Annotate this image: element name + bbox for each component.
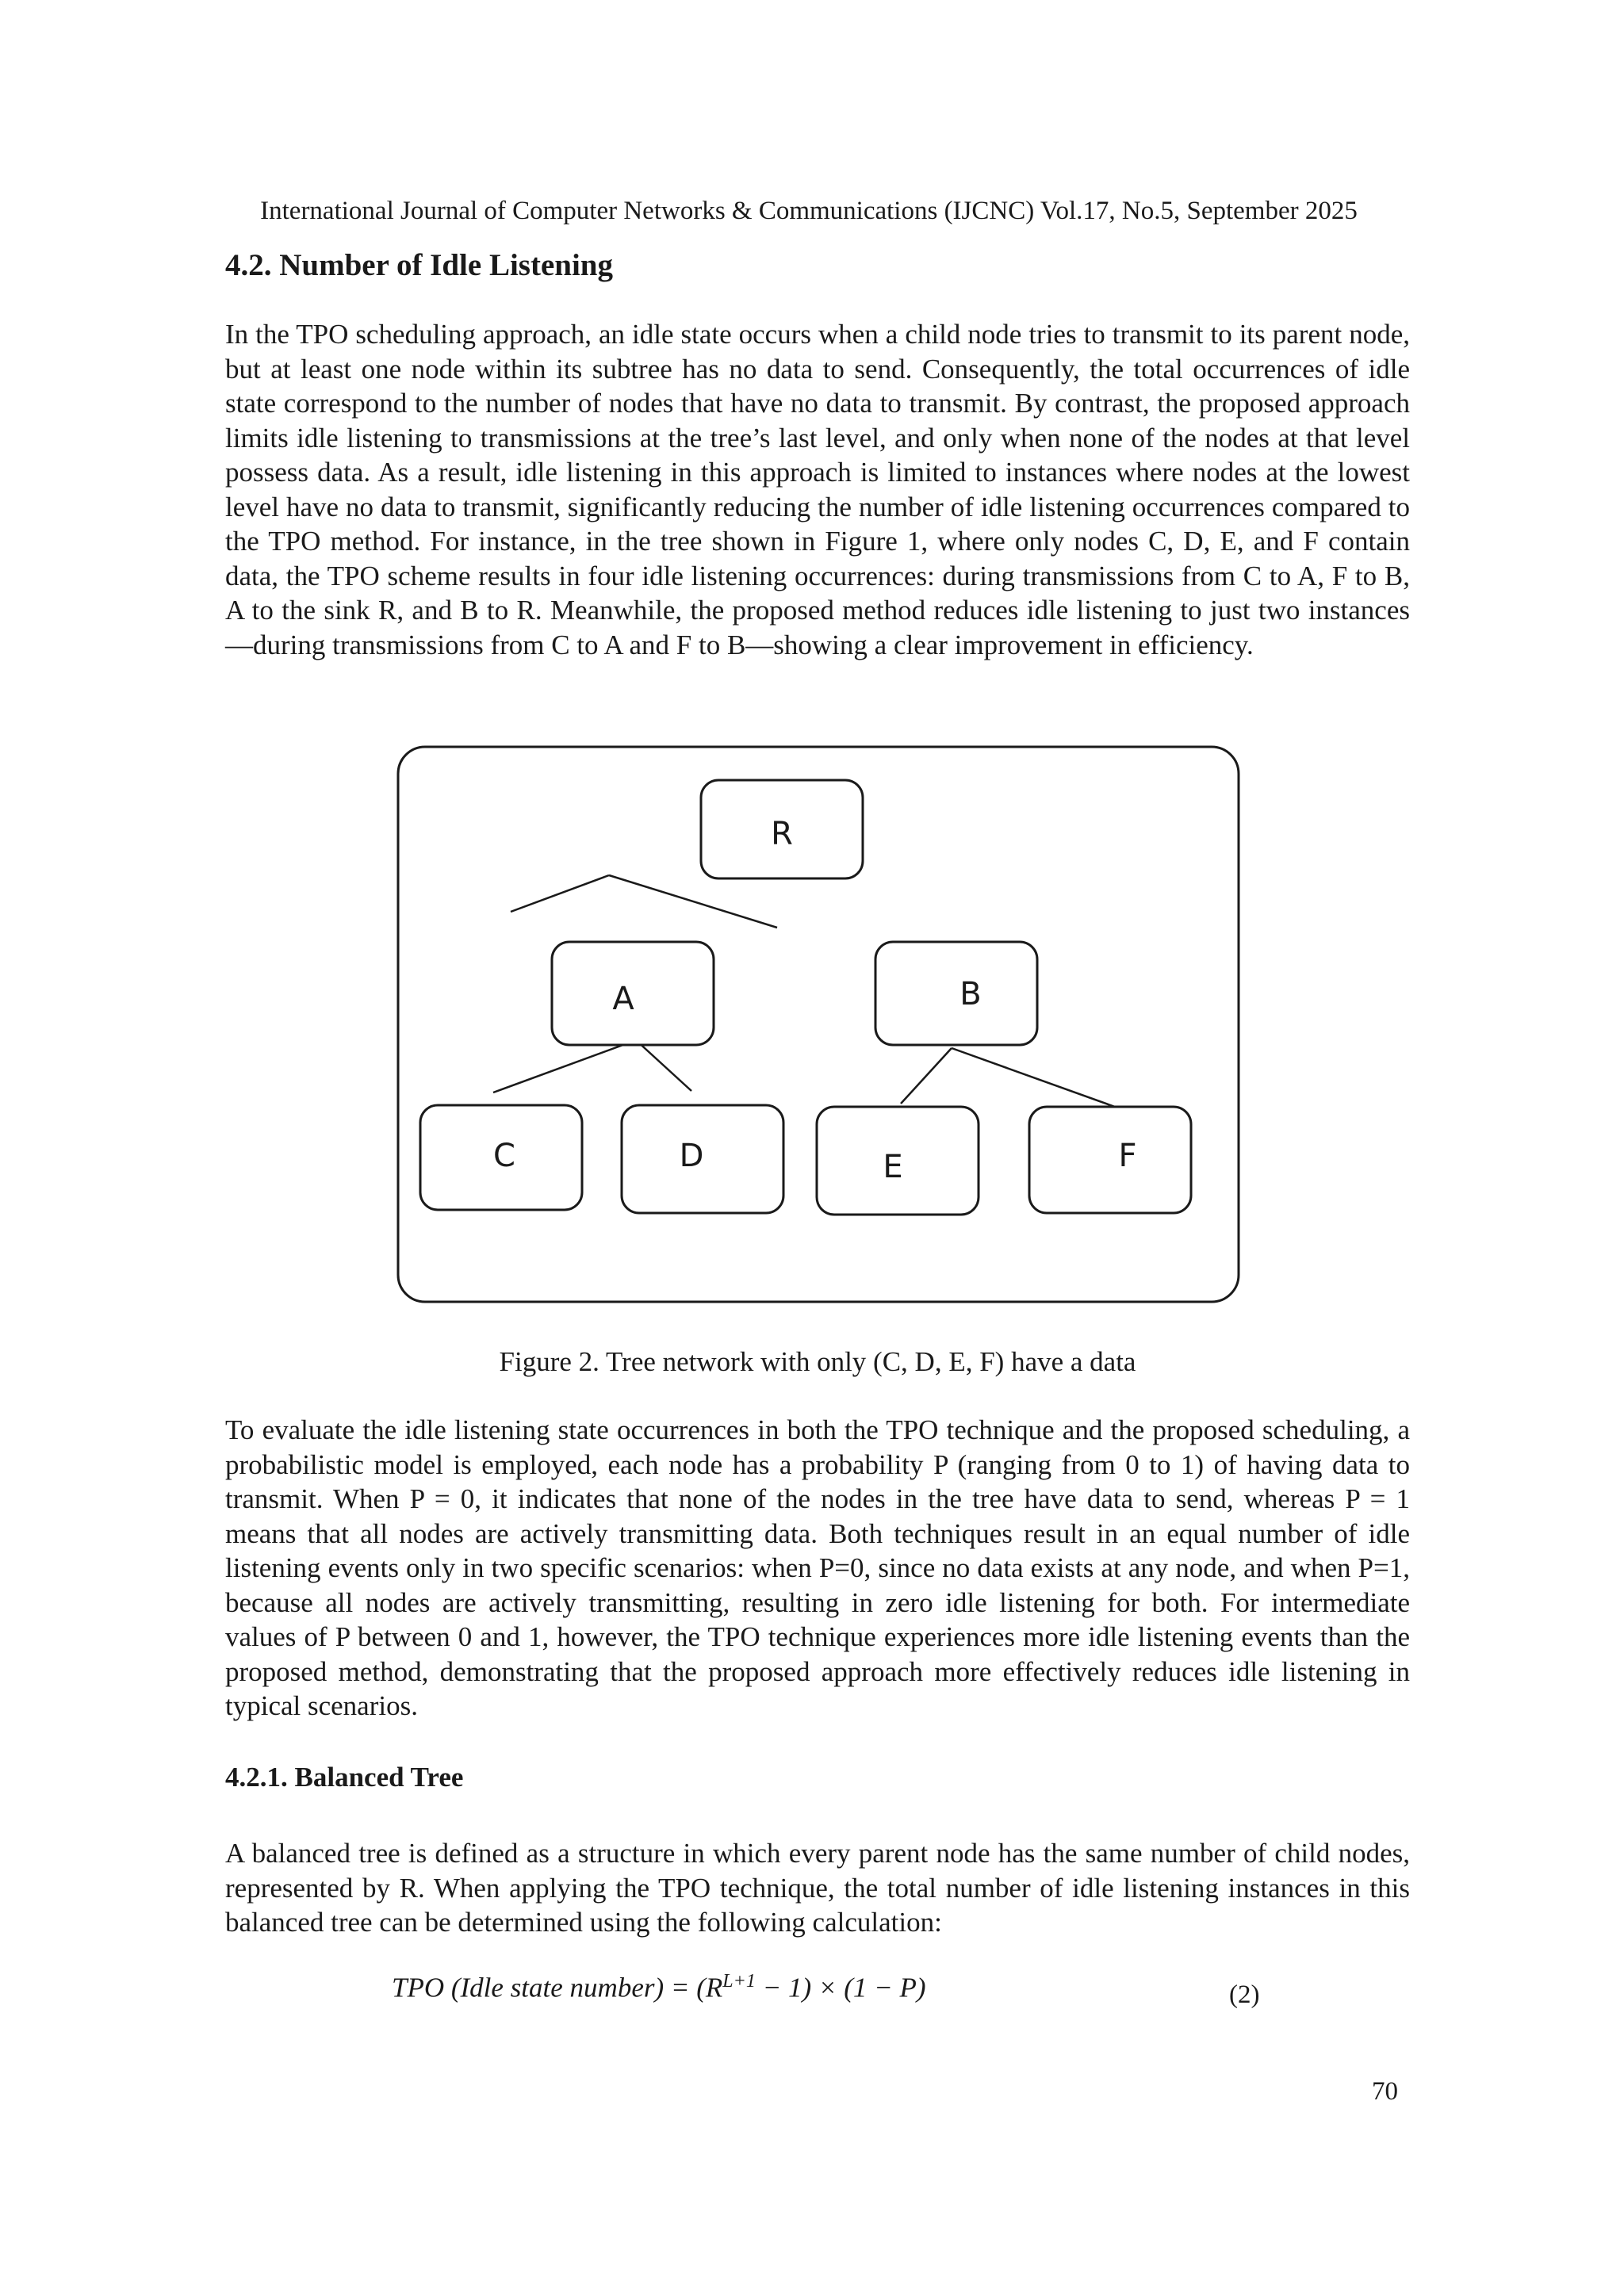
body-paragraph-3: A balanced tree is defined as a structure in which every parent node has the same number of child nodes, represented by R. When applying the TPO technique, the total number of idle listening instances in this balanced tree can be determined using the following calculation: <box>225 1838 1410 1938</box>
node-d <box>622 1105 783 1213</box>
body-paragraph-1: In the TPO scheduling approach, an idle state occurs when a child node tries to transmit to its parent node, but at least one node within its subtree has no data to send. Consequently, the total occurrences of idle state correspond to the number of nodes that have no data to transmit. By contrast, the proposed approach limits idle listening to transmissions at the tree’s last level, and only when none of the nodes at that level possess data. As a result, idle listening in this approach is limited to instances where nodes at the lowest level have no data to transmit, significantly reducing the number of idle listening occurrences compared to the TPO method. For instance, in the tree shown in Figure 1, where only nodes C, D, E, and F contain data, the TPO scheme results in four idle listening occurrences: during transmissions from C to A, F to B, A to the sink R, and B to R. Meanwhile, the proposed method reduces idle listening to just two instances—during transmissions from C to A and F to B—showing a clear improvement in efficiency. <box>225 319 1410 660</box>
node-label-a: A <box>612 981 634 1017</box>
equation-exponent: L+1 <box>722 1971 756 1992</box>
node-label-b: B <box>959 976 982 1012</box>
section-title: 4.2. Number of Idle Listening <box>225 248 613 282</box>
running-head: International Journal of Computer Networks & Communications (IJCNC) Vol.17, No.5, September 2025 <box>260 197 1358 225</box>
equation-lhs: TPO (Idle state number) = (R <box>392 1972 723 2003</box>
node-label-r: R <box>771 816 793 852</box>
node-a <box>552 942 714 1045</box>
figure-caption: Figure 2. Tree network with only (C, D, E, F) have a data <box>499 1346 1136 1377</box>
node-c <box>420 1105 582 1210</box>
subsection-title: 4.2.1. Balanced Tree <box>225 1762 464 1793</box>
node-label-e: E <box>883 1149 903 1185</box>
node-label-d: D <box>679 1138 704 1174</box>
node-e <box>817 1107 979 1215</box>
tree-diagram <box>393 742 1243 1307</box>
equation-number: (2) <box>1229 1980 1260 2009</box>
edge-b-e <box>901 1048 952 1104</box>
page-number: 70 <box>1372 2077 1398 2106</box>
edge-b-f <box>952 1048 1115 1107</box>
edge-a-d <box>636 1040 691 1091</box>
edge-a-c <box>493 1040 636 1093</box>
node-b <box>875 942 1037 1045</box>
tree-network-figure <box>393 742 1243 1307</box>
node-label-c: C <box>493 1138 515 1174</box>
node-label-f: F <box>1118 1138 1137 1174</box>
equation-2 <box>392 1971 926 2004</box>
node-r <box>701 780 863 878</box>
edge-r-b <box>609 875 777 928</box>
edge-r-a <box>511 875 609 912</box>
body-paragraph-2: To evaluate the idle listening state occurrences in both the TPO technique and the proposed scheduling, a probabilistic model is employed, each node has a probability P (ranging from 0 to 1) of having data to transmit. When P = 0, it indicates that none of the nodes in the tree have data to send, whereas P = 1 means that all nodes are actively transmitting data. Both techniques result in an equal number of idle listening events only in two specific scenarios: when P=0, since no data exists at any node, and when P=1, because all nodes are actively transmitting, resulting in zero idle listening for both. For intermediate values of P between 0 and 1, however, the TPO technique experiences more idle listening events than the proposed method, demonstrating that the proposed approach more effectively reduces idle listening in typical scenarios. <box>225 1414 1410 1721</box>
equation-rhs: − 1) × (1 − P) <box>755 1972 926 2003</box>
node-f <box>1029 1107 1191 1213</box>
